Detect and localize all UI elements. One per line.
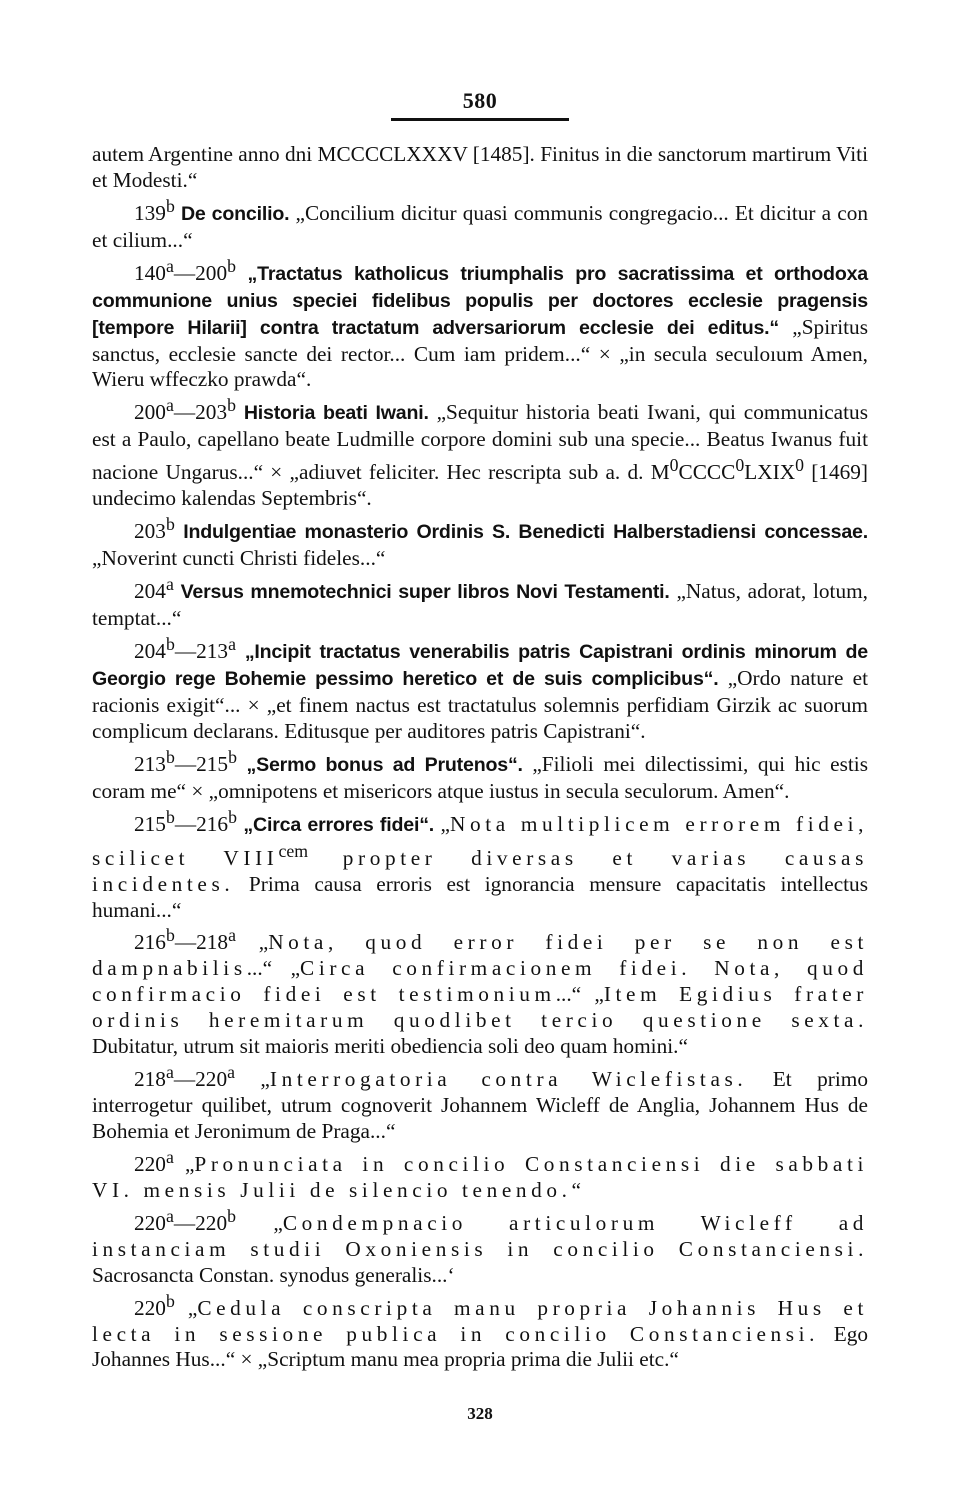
catalog-entry [92,632,868,745]
entry-title: Indulgentiae monasterio Ordinis S. Benedicti Halberstadiensi concessae. [183,521,869,544]
entry-title: Versus mnemotechnici super libros Novi Testamenti. [180,581,670,604]
entry-text: „Spiritus sanctus, ecclesie sancte dei rector... Cum iam pridem...“ × „in secula seculoıum Amen, Wieru wffeczko prawda“. [92,314,868,392]
entry-text [175,519,183,543]
folio-side-superscript: a [227,1062,235,1083]
spaced-quotation: Interrogatoria contra Wiclefistas. [269,1067,748,1092]
folio-side-superscript: 0 [735,455,745,476]
catalog-entry [92,1060,868,1145]
entry-text [236,400,244,424]
folio-side-superscript: a [165,1146,174,1167]
entry-text: ...“ „ [246,956,301,981]
entry-text: Sacrosancta Constan. synodus generalis...‘ [92,1262,455,1287]
catalog-entry [92,745,868,805]
entry-text: 213 [134,751,166,776]
entry-text: —213 [174,639,229,664]
entry-text [174,579,181,603]
entry-text: „ [234,1067,270,1092]
entry-text: —203 [173,400,228,425]
folio-side-superscript: b [165,925,175,946]
catalog-text-body [92,142,868,1373]
folio-side-superscript: b [227,1205,236,1226]
entry-text: —218 [174,930,229,955]
entry-text: „Natus, adorat, lotum, temptat...“ [92,579,869,631]
spaced-quotation: Condempnacio articulorum Wicleff ad instanciam studii Oxoniensis in concilio Constanciensi. [92,1210,868,1261]
entry-text: 204 [134,639,166,664]
folio-side-superscript: a [165,255,174,276]
folio-side-superscript: a [228,925,236,946]
entry-text: „ [174,1295,198,1320]
entry-text: [1469] undecimo kalendas Septembris“. [92,460,868,511]
folio-side-superscript: b [165,633,175,654]
folio-side-superscript: b [228,806,237,827]
spaced-quotation: Nota, quod error fidei per se non est dampnabilis [92,930,868,981]
entry-text: 203 [134,519,166,544]
entry-text: 218 [134,1067,166,1092]
folio-side-superscript: a [228,633,236,654]
folio-side-superscript: b [227,395,236,416]
entry-text: —216 [174,811,229,836]
entry-text: 204 [134,579,166,604]
folio-side-superscript: b [165,195,175,216]
folio-side-superscript: b [228,746,237,767]
catalog-entry [92,572,868,632]
entry-text: 140 [134,260,166,285]
catalog-entry [92,254,868,394]
catalog-entry [92,1145,868,1204]
folio-side-superscript: b [165,806,175,827]
catalog-entry [92,142,868,194]
catalog-entry [92,1289,868,1374]
catalog-entry [92,1204,868,1289]
folio-side-superscript: a [165,574,174,595]
page-number: 580 [462,88,498,113]
spaced-quotation: propter diversas et varias causas incidentes. [92,845,868,896]
folio-side-superscript: a [165,1062,174,1083]
entry-text: Dubitatur, utrum sit maioris meriti obediencia soli deo quam homini.“ [92,1034,688,1059]
entry-text: „ [173,1151,195,1176]
spaced-quotation: Circa confirmacionem fidei. Nota, quod confirmacio fidei est testimonium [92,956,869,1007]
entry-text: Ego Johannes Hus...“ × „Scriptum manu mea propria prima die Julii etc.“ [92,1321,868,1372]
folio-side-superscript: a [165,395,174,416]
entry-title: „Sermo bonus ad Prutenos“. [246,753,523,776]
entry-text: 215 [134,811,166,836]
entry-text: 216 [134,930,166,955]
entry-text: 220 [134,1295,166,1320]
entry-text: „ [235,930,269,955]
entry-text: „Sequitur historia beati Iwani, qui communicatus est a Paulo, capellano beate Ludmille corpore domini sub una specie... Beatus Iwanus fuit nacione Ungarus...“ × „adiuvet feliciter. Hec rescripta sub a. d. M [92,400,868,485]
entry-title: „Tractatus katholicus triumphalis pro sacratissima et orthodoxa communione unius speciei fidelibus populis per doctores ecclesie pragensis [tempore Hilarii] contra tractatum adversariorum ecclesie dei editus.“ [92,262,868,339]
catalog-entry [92,194,868,254]
spaced-quotation: Cedula conscripta manu propria Johannis Hus et lecta in sessione publica in concilio Constanciensi. [92,1295,868,1346]
entry-text: —220 [173,1210,228,1235]
entry-title: „Circa errores fidei“. [243,813,435,836]
entry-text: Prima causa erroris est ignorancia mensure capacitatis intellectus humani...“ [92,871,868,922]
folio-side-superscript: 0 [669,455,679,476]
folio-side-superscript: b [165,514,175,535]
bottom-page-number: 328 [467,1404,493,1423]
entry-text: autem Argentine anno dni MCCCCLXXXV [1485]. Finitus in die sanctorum martirum Viti et Modesti.“ [92,142,869,192]
entry-text: „ [434,811,450,836]
spaced-quotation: Pronunciata in concilio Constanciensi die sabbati VI. mensis Julii de silencio tenendo. [92,1151,869,1202]
entry-text: CCCC [678,460,736,485]
entry-text: ...“ „ [555,982,604,1007]
entry-text: —200 [173,260,228,285]
entry-text: —220 [173,1067,228,1092]
entry-text: —215 [174,751,229,776]
entry-text: 220 [134,1151,166,1176]
entry-text: „Noverint cuncti Christi fideles...“ [92,546,386,571]
entry-title: Historia beati Iwani. [243,402,429,425]
entry-title: De concilio. [180,202,290,225]
spaced-quotation: Item Egidius frater ordinis heremitarum quodlibet tercio questione sexta. [92,982,868,1033]
entry-text: 139 [134,200,166,225]
entry-text: LXIX [744,460,796,485]
folio-side-superscript: 0 [795,455,804,476]
header-rule [391,118,569,121]
catalog-entry [92,393,868,512]
catalog-entry [92,512,868,572]
folio-side-superscript: b [165,746,175,767]
folio-side-superscript: a [165,1205,174,1226]
spaced-quotation: Nota multiplicem errorem fidei, scilicet VIII [92,811,869,870]
entry-text: „ [235,1210,283,1235]
entry-text: Et primo interrogetur quilibet, utrum cognoverit Johannem Wicleff de Anglia, Johannem Hus de Bohemia et Jeronimum de Praga...“ [92,1067,868,1143]
folio-side-superscript: cem [278,840,309,861]
entry-text [236,639,245,663]
entry-text: „Filioli mei dilectissimi, qui hic estis coram me“ × „omnipotens et misericors atque iustus in secula seculorum. Amen“. [92,751,869,803]
catalog-entry [92,923,868,1060]
catalog-entry [92,805,868,924]
entry-text: “ [571,1177,581,1202]
entry-text: „Ordo nature et racionis exigit“... × „et finem nactus est tractatulus solemnis perfidiam Girzik ac suorum complicum declarans. Editusque per auditores patris Capistrani“. [92,665,868,743]
entry-text: „Concilium dicitur quasi communis congregacio... Et dicitur a con et cilium...“ [92,200,868,252]
folio-side-superscript: b [227,255,236,276]
entry-text [236,261,248,285]
entry-text: 200 [134,400,166,425]
entry-title: „Incipit tractatus venerabilis patris Capistrani ordinis minorum de Georgio rege Bohemie pessimo heretico et de suis complicibus“. [92,641,868,690]
folio-side-superscript: b [165,1290,175,1311]
entry-text: 220 [134,1210,166,1235]
